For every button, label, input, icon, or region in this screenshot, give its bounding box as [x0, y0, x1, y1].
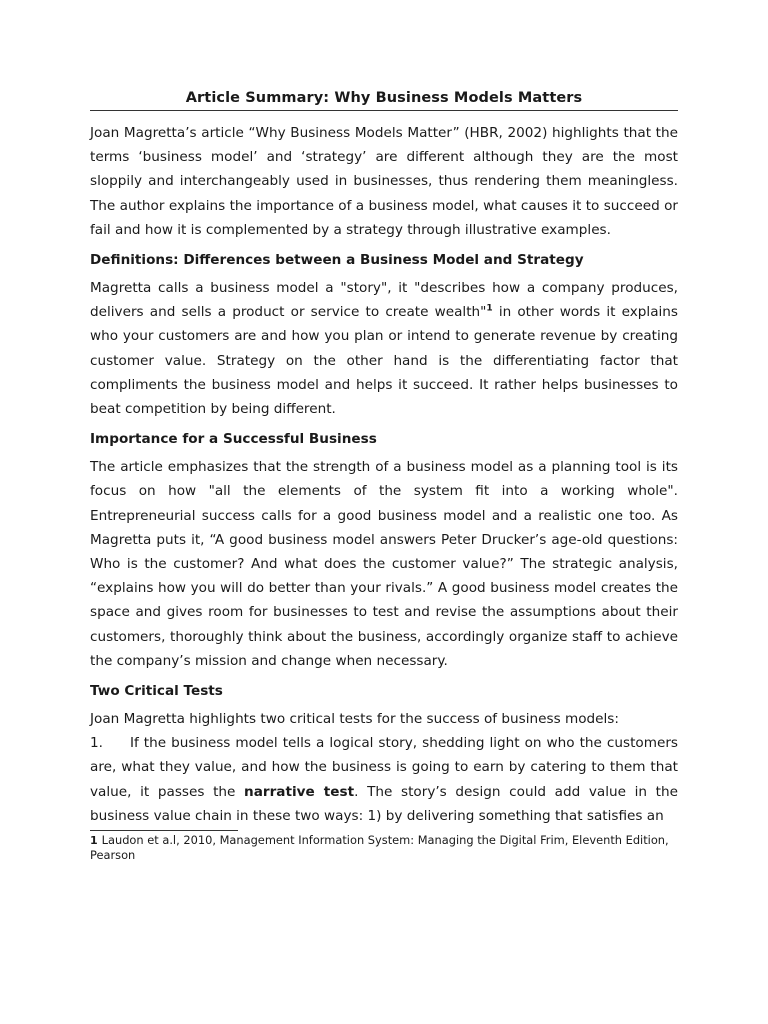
intro-paragraph: Joan Magretta’s article “Why Business Models Matter” (HBR, 2002) highlights that the terms ‘business model’ and ‘strategy’ are different although they are the most sloppily and interchangeably used in businesses, thus rendering them meaningless. The author explains the importance of a business model, what causes it to succeed or fail and how it is complemented by a strategy through illustrative examples.	[90, 125, 678, 238]
footnote-mark: 1	[90, 834, 98, 848]
list-item-text-part1: If the business model tells a logical story, shedding light on who the customers are, what they value, and how the business is going to earn by catering to them that value, it passes the	[90, 735, 678, 800]
definitions-text-part2: in other words it explains who your customers are and how you plan or intend to generate revenue by creating customer value. Strategy on the other hand is the differentiating factor that compliments the business model and helps it succeed. It rather helps businesses to beat competition by being different.	[90, 304, 678, 418]
importance-paragraph: The article emphasizes that the strength of a business model as a planning tool is its focus on how "all the elements of the system fit into a working whole". Entrepreneurial success calls for a good business model and a realistic one too. As Magretta puts it, “A good business model answers Peter Drucker’s age-old questions: Who is the customer? And what does the customer value?” The strategic analysis, “explains how you will do better than your rivals.” A good business model creates the space and gives room for businesses to test and revise the assumptions about their customers, thoroughly think about the business, accordingly organize staff to achieve the company’s mission and change when necessary.	[90, 459, 678, 669]
definitions-text-part1: Magretta calls a business model a "story", it "describes how a company produces, delivers and sells a product or service to create wealth"	[90, 280, 678, 321]
narrative-test-term: narrative test	[244, 783, 355, 800]
critical-tests-intro: Joan Magretta highlights two critical tests for the success of business models:	[90, 711, 619, 728]
section-heading-definitions: Definitions: Differences between a Business Model and Strategy	[90, 252, 584, 269]
document-title: Article Summary: Why Business Models Matters	[90, 88, 678, 111]
section-heading-critical-tests: Two Critical Tests	[90, 683, 223, 700]
list-item	[90, 731, 678, 828]
footnote-reference: 1	[486, 303, 493, 314]
footnote	[90, 833, 678, 863]
list-item-number: 1.	[90, 735, 103, 752]
list-item-text-part2: . The story’s design could add value in the business value chain in these two ways: 1) by delivering something that satisfies an	[90, 783, 678, 824]
definitions-paragraph	[90, 276, 678, 421]
section-heading-importance: Importance for a Successful Business	[90, 431, 377, 448]
footnote-separator	[90, 830, 238, 831]
footnote-text: Laudon et a.l, 2010, Management Information System: Managing the Digital Frim, Eleventh Edition, Pearson	[90, 833, 669, 863]
